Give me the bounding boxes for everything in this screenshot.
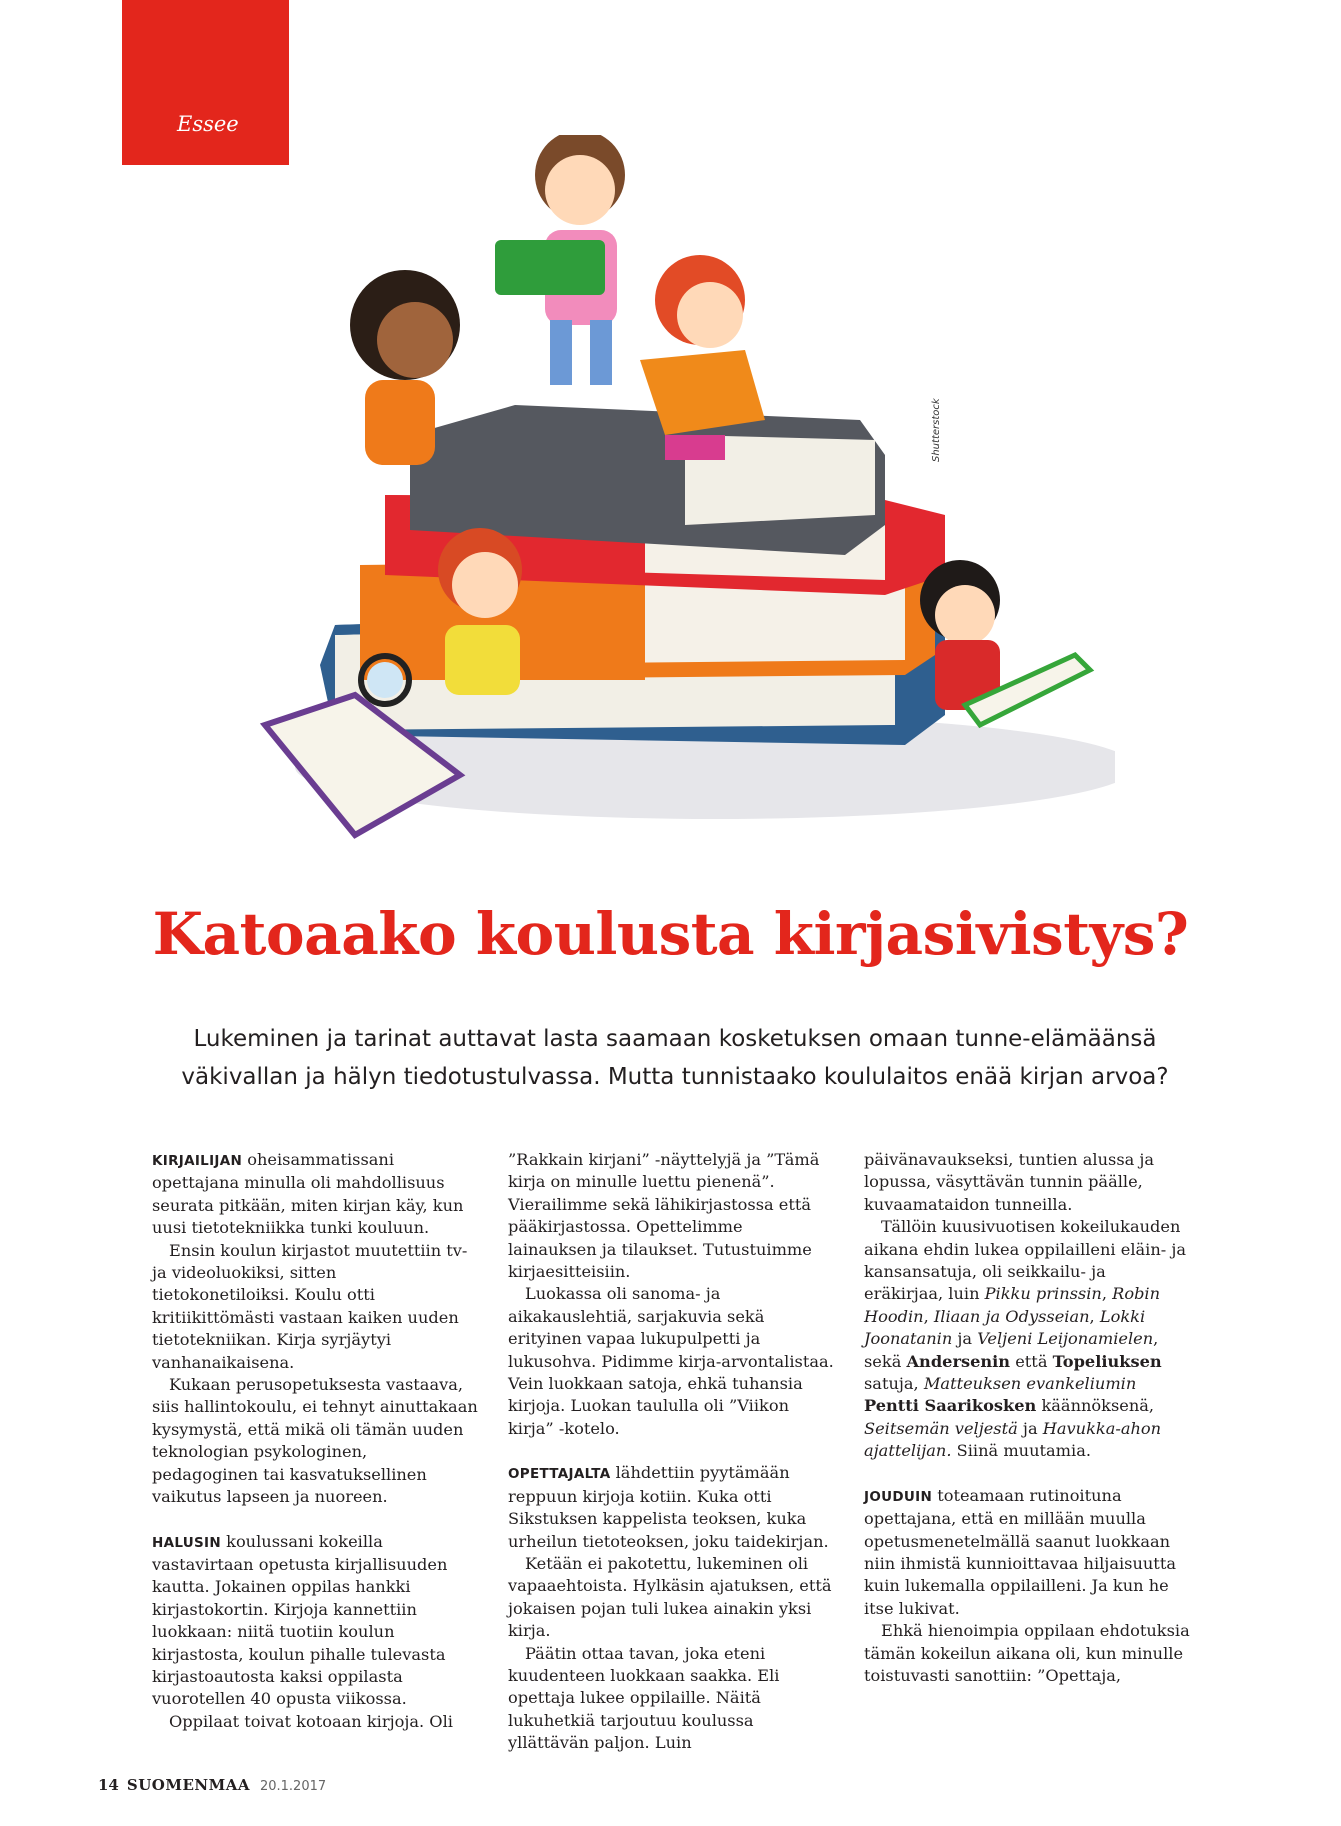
book-title: Pikku prinssin bbox=[984, 1284, 1102, 1304]
paragraph: Päätin ottaa tavan, joka eteni kuudenteen luokkaan saakka. Eli opettaja lukee oppilaille. Näitä lukuhetkiä tarjoutuu koulussa yllättävän paljon. Luin bbox=[508, 1643, 780, 1753]
paragraph-text: oheisammatissani opettajana minulla oli mahdollisuus seurata pitkään, miten kirjan käy, kun uusi tietotekniikka tunki kouluun. bbox=[152, 1150, 464, 1238]
lead-word: KIRJAILIJAN bbox=[152, 1153, 243, 1169]
issue-date: 20.1.2017 bbox=[259, 1779, 327, 1794]
book-title: Lokki Joonatanin bbox=[864, 1306, 1146, 1349]
book-title: Seitsemän veljestä bbox=[864, 1418, 1018, 1438]
text-run: ja bbox=[1017, 1418, 1043, 1438]
author-name: Topeliuksen bbox=[1052, 1351, 1162, 1371]
paragraph: Ehkä hienoimpia oppilaan ehdotuksia tämän kokeilun aikana oli, kun minulle toistuvasti sanottiin: ”Opettaja, bbox=[864, 1621, 1190, 1685]
paragraph: Kukaan perusopetuksesta vastaava, siis hallintokoulu, ei tehnyt ainuttakaan kysymystä, että mikä oli tämän uuden teknologian psykologinen, pedagoginen tai kasvatuksellinen vaikutus lapseen ja nuoreen. bbox=[152, 1375, 478, 1507]
paragraph: Oppilaat toivat kotoaan kirjoja. Oli bbox=[169, 1711, 453, 1731]
page-number: 14 bbox=[98, 1776, 119, 1794]
book-title: Iliaan ja Odysseian bbox=[933, 1306, 1090, 1326]
lead-line-2: väkivallan ja hälyn tiedotustulvassa. Mutta tunnistaako koululaitos enää kirjan arvoa? bbox=[181, 1064, 1169, 1090]
book-title: Havukka-ahon ajattelijan. bbox=[864, 1418, 1162, 1461]
paragraph bbox=[864, 1485, 1190, 1620]
book-title: Robin Hoodin bbox=[864, 1284, 1161, 1326]
lead-word: JOUDUIN bbox=[864, 1488, 933, 1505]
paragraph: Luokassa oli sanoma- ja aikakauslehtiä, sarjakuvia sekä erityinen vapaa lukupulpetti ja lukusohva. Pidimme kirja-arvontalistaa. Vein luokkaan satoja, ehkä tuhansia kirjoja. Luokan taululla oli ”Viikon kirja” -kotelo. bbox=[508, 1284, 834, 1438]
paragraph bbox=[152, 1149, 478, 1240]
article-headline: Katoaako koulusta kirjasivistys? bbox=[152, 900, 1189, 968]
magazine-name: SUOMENMAA bbox=[126, 1776, 250, 1794]
text-run: , sekä bbox=[864, 1329, 1159, 1371]
lead-word: OPETTAJALTA bbox=[508, 1466, 611, 1483]
book-title: Matteuksen evankeliumin bbox=[923, 1374, 1137, 1394]
hero-illustration bbox=[245, 135, 1115, 855]
text-run: ja bbox=[952, 1329, 978, 1349]
paragraph: Ensin koulun kirjastot muutettiin tv- ja videoluokiksi, sitten tietokonetiloiksi. Koulu otti kritiikittömästi vastaan kaiken uuden tietotekniikan. Kirja syrjäytyi vanhanaikaisena. bbox=[152, 1240, 468, 1372]
text-run: että bbox=[1010, 1351, 1053, 1371]
lead-line-1: Lukeminen ja tarinat auttavat lasta saamaan kosketuksen omaan tunne-elämäänsä bbox=[193, 1026, 1157, 1052]
lead-word: HALUSIN bbox=[152, 1534, 221, 1551]
paragraph: ”Rakkain kirjani” -näyttelyjä ja ”Tämä kirja on minulle luettu pienenä”. Vierailimme sekä lähikirjastossa että pääkirjastossa. Opettelimme lainauksen ja tilaukset. Tutustuimme kirjaesitteisiin. bbox=[508, 1150, 820, 1282]
article-column-2 bbox=[508, 1149, 834, 1755]
paragraph: päivänavaukseksi, tuntien alussa ja lopussa, väsyttävän tunnin päälle, kuvaamataidon tunneilla. bbox=[864, 1150, 1155, 1214]
text-run: käännöksenä, bbox=[1036, 1396, 1155, 1416]
paragraph bbox=[508, 1462, 834, 1553]
author-name: Andersenin bbox=[906, 1351, 1011, 1371]
text-run: , bbox=[923, 1306, 934, 1326]
text-run: satuja, bbox=[864, 1374, 924, 1394]
author-name: Pentti Saarikosken bbox=[864, 1396, 1037, 1416]
paragraph bbox=[152, 1531, 478, 1711]
paragraph bbox=[864, 1216, 1190, 1462]
paragraph-text: lähdettiin pyytämään reppuun kirjoja kotiin. Kuka otti Sikstuksen kappelista teoksen, kuka urheilun tietoteoksen, joku taidekirjan. bbox=[508, 1463, 829, 1551]
text-run: , bbox=[1089, 1306, 1100, 1326]
paragraph-text: toteamaan rutinoituna opettajana, että en millään muulla opetusmenetelmällä saanut luokkaan niin ihmistä kunnioittavaa hiljaisuutta kuin lukemalla oppilailleni. Ja kun he itse lukivat. bbox=[864, 1485, 1176, 1618]
text-run: Siinä muutamia. bbox=[951, 1441, 1092, 1461]
article-column-3 bbox=[864, 1149, 1190, 1687]
paragraph-text: koulussani kokeilla vastavirtaan opetusta kirjallisuuden kautta. Jokainen oppilas hankki kirjastokortin. Kirjoja kannettiin luokkaan: niitä tuotiin koulun kirjastosta, koulun pihalle tulevasta kirjastoautosta kaksi oppilasta vuorotellen 40 opusta viikossa. bbox=[152, 1531, 448, 1709]
paragraph: Ketään ei pakotettu, lukeminen oli vapaaehtoista. Hylkäsin ajatuksen, että jokaisen pojan tuli lukea ainakin yksi kirja. bbox=[508, 1553, 832, 1641]
text-run: Tällöin kuusivuotisen kokeilukauden aikana ehdin lukea oppilailleni eläin- ja kansansatuja, oli seikkailu- ja eräkirjaa, luin bbox=[864, 1217, 1187, 1304]
photo-credit: Shutterstock bbox=[931, 398, 942, 462]
section-label: Essee bbox=[177, 112, 239, 136]
book-title: Veljeni Leijonamielen bbox=[977, 1329, 1154, 1349]
article-column-1 bbox=[152, 1149, 478, 1733]
text-run: , bbox=[1101, 1284, 1113, 1304]
article-lead bbox=[160, 1020, 1190, 1096]
page-footer bbox=[98, 1776, 326, 1794]
